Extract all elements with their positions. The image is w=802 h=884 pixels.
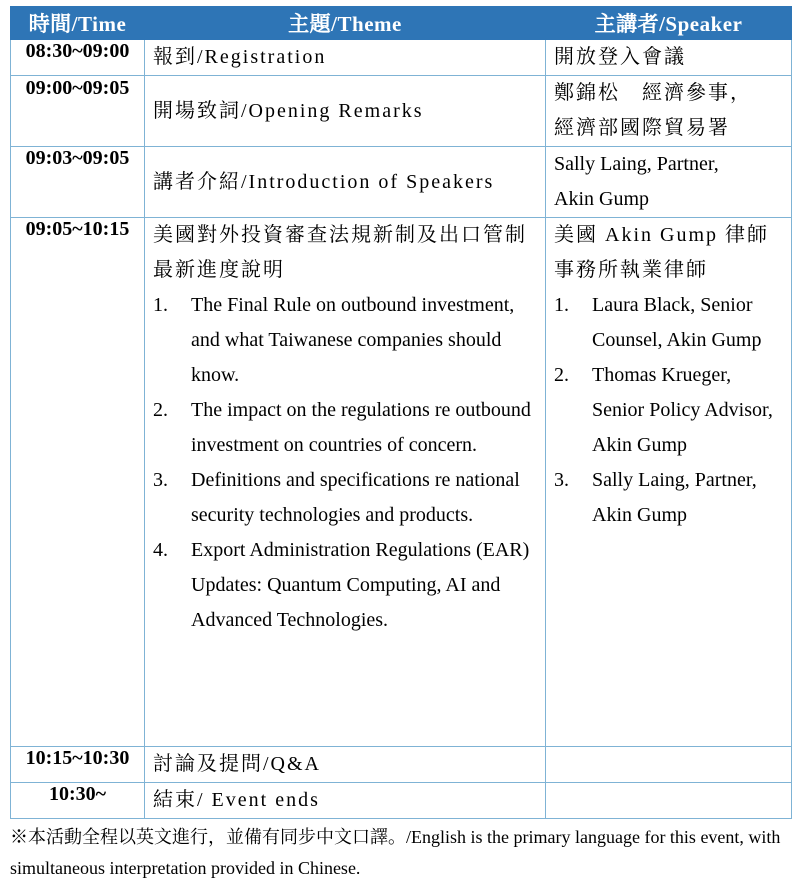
- list-item: 1. The Final Rule on outbound investment, and what Taiwanese companies should know.: [153, 294, 515, 386]
- speaker-line: 經濟部國際貿易署: [554, 117, 730, 139]
- speaker-list: [554, 288, 787, 533]
- row-speaker: [546, 40, 792, 76]
- speaker-line: Akin Gump: [554, 188, 649, 210]
- row-time: 08:30~09:00: [11, 40, 145, 76]
- row-theme: 討論及提問/Q&A: [145, 747, 546, 783]
- row-theme: 開場致詞/Opening Remarks: [145, 76, 546, 147]
- footnote: ※本活動全程以英文進行，並備有同步中文口譯。/English is the primary language for this event, with simultaneous interpretation provided in Chinese.: [10, 827, 781, 878]
- row-speaker: [546, 218, 792, 747]
- agenda-row: [11, 147, 792, 218]
- list-item: 4. Export Administration Regulations (EAR) Updates: Quantum Computing, AI and Advanced Technologies.: [153, 539, 530, 631]
- row-time: 09:05~10:15: [11, 218, 145, 747]
- header-row: [11, 7, 792, 40]
- row-speaker: [546, 76, 792, 147]
- theme-topic-list: [153, 288, 541, 638]
- speaker-line: Sally Laing, Partner,: [554, 153, 719, 175]
- list-item: 2. The impact on the regulations re outbound investment on countries of concern.: [153, 399, 531, 456]
- row-theme: 報到/Registration: [145, 40, 546, 76]
- agenda-row: [11, 40, 792, 76]
- list-item: 3. Definitions and specifications re national security technologies and products.: [153, 469, 520, 526]
- agenda-row: [11, 76, 792, 147]
- list-item: 1. Laura Black, Senior Counsel, Akin Gump: [554, 294, 762, 351]
- row-theme: 結束/ Event ends: [145, 783, 546, 819]
- row-theme: 講者介紹/Introduction of Speakers: [145, 147, 546, 218]
- header-theme: 主題/Theme: [145, 7, 546, 40]
- speaker-intro: 美國 Akin Gump 律師事務所執業律師: [554, 224, 769, 281]
- row-theme: [145, 218, 546, 747]
- row-time: 09:00~09:05: [11, 76, 145, 147]
- row-time: 10:30~: [11, 783, 145, 819]
- row-speaker: [546, 747, 792, 783]
- row-time: 09:03~09:05: [11, 147, 145, 218]
- agenda-row: [11, 783, 792, 819]
- header-speaker: 主講者/Speaker: [546, 7, 792, 40]
- row-speaker: [546, 783, 792, 819]
- header-time: 時間/Time: [11, 7, 145, 40]
- agenda-row: [11, 747, 792, 783]
- row-time: 10:15~10:30: [11, 747, 145, 783]
- list-item: 3. Sally Laing, Partner, Akin Gump: [554, 469, 757, 526]
- list-item: 2. Thomas Krueger, Senior Policy Advisor, Akin Gump: [554, 364, 773, 456]
- agenda-row-main-session: [11, 218, 792, 747]
- speaker-line: 鄭錦松 經濟參事，: [554, 82, 752, 104]
- row-speaker: [546, 147, 792, 218]
- speaker-line: 開放登入會議: [554, 46, 686, 68]
- theme-intro: 美國對外投資審查法規新制及出口管制最新進度說明: [153, 224, 527, 281]
- agenda-table: [10, 6, 792, 819]
